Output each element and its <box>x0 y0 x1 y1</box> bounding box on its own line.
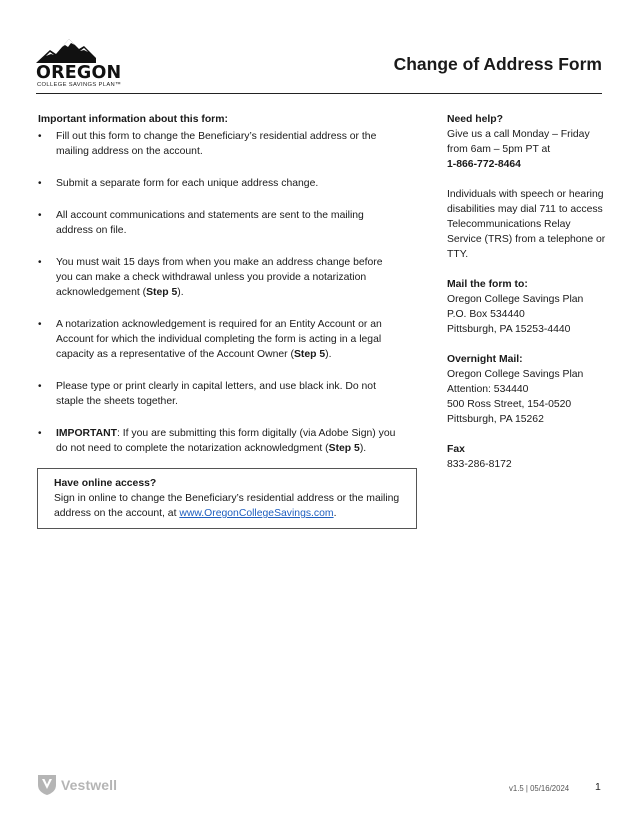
step-reference: Step 5 <box>146 287 178 298</box>
overnight-line: Pittsburgh, PA 15262 <box>447 414 544 425</box>
list-item: • All account communications and statements are sent to the mailing address on file. <box>38 208 398 238</box>
contact-sidebar <box>447 112 607 487</box>
list-item: • IMPORTANT: If you are submitting this form digitally (via Adobe Sign) you do not need to complete the notarization acknowledgment (Step 5). <box>38 426 398 456</box>
header-divider <box>36 93 602 94</box>
tty-section <box>447 187 607 262</box>
online-access-box <box>37 468 417 529</box>
overnight-line: Oregon College Savings Plan <box>447 369 584 380</box>
tty-text: Individuals with speech or hearing disabilities may dial 711 to access Telecommunications Relay Service (TRS) from a telephone or TTY. <box>447 189 606 260</box>
overnight-line: 500 Ross Street, 154-0520 <box>447 399 572 410</box>
phone-number: 1-866-772-8464 <box>447 159 521 170</box>
mountain-logo-icon <box>36 36 96 64</box>
list-item: • Submit a separate form for each unique address change. <box>38 176 398 191</box>
fax-heading: Fax <box>447 444 465 455</box>
step-reference: Step 5 <box>328 443 360 454</box>
list-item: • Please type or print clearly in capital letters, and use black ink. Do not staple the sheets together. <box>38 379 398 409</box>
fax-number: 833-286-8172 <box>447 459 512 470</box>
mail-heading: Mail the form to: <box>447 279 528 290</box>
overnight-section <box>447 352 607 427</box>
vestwell-wordmark: Vestwell <box>61 777 118 793</box>
overnight-line: Attention: 534440 <box>447 384 529 395</box>
important-info-section <box>38 112 398 456</box>
page-title: Change of Address Form <box>393 54 602 74</box>
mail-line: P.O. Box 534440 <box>447 309 525 320</box>
logo-wordmark: OREGON <box>36 63 122 83</box>
important-label: IMPORTANT <box>56 428 117 439</box>
help-heading: Need help? <box>447 114 504 125</box>
oregon-college-savings-logo <box>36 36 136 92</box>
list-item: • A notarization acknowledgement is required for an Entity Account or an Account for which the individual completing the form is acting in a legal capacity as a representative of the Account Owner (Step 5). <box>38 317 398 362</box>
important-info-heading: Important information about this form: <box>38 114 228 125</box>
help-section <box>447 112 607 172</box>
list-item: • You must wait 15 days from when you make an address change before you can make a check withdrawal unless you provide a notarization acknowledgement (Step 5). <box>38 255 398 300</box>
mail-section <box>447 277 607 337</box>
vestwell-shield-icon <box>38 775 56 795</box>
website-link[interactable]: www.OregonCollegeSavings.com <box>179 508 334 519</box>
page-number: 1 <box>595 781 601 793</box>
step-reference: Step 5 <box>293 349 326 360</box>
mail-line: Pittsburgh, PA 15253-4440 <box>447 324 571 335</box>
fax-section <box>447 442 607 472</box>
logo-subtitle: COLLEGE SAVINGS PLAN™ <box>37 82 122 88</box>
online-access-heading: Have online access? <box>54 478 157 489</box>
mail-line: Oregon College Savings Plan <box>447 294 584 305</box>
help-text: Give us a call Monday – Friday from 6am – 5pm PT at <box>447 129 590 155</box>
online-access-text: Sign in online to change the Beneficiary’s residential address or the mailing address on the account, at www.OregonCollegeSavings.com. <box>54 493 400 519</box>
list-item: • Fill out this form to change the Beneficiary’s residential address or the mailing address on the account. <box>38 129 398 159</box>
vestwell-logo <box>38 774 117 796</box>
important-info-list <box>38 129 398 456</box>
overnight-heading: Overnight Mail: <box>447 354 523 365</box>
version-date: v1.5 | 05/16/2024 <box>509 784 570 793</box>
